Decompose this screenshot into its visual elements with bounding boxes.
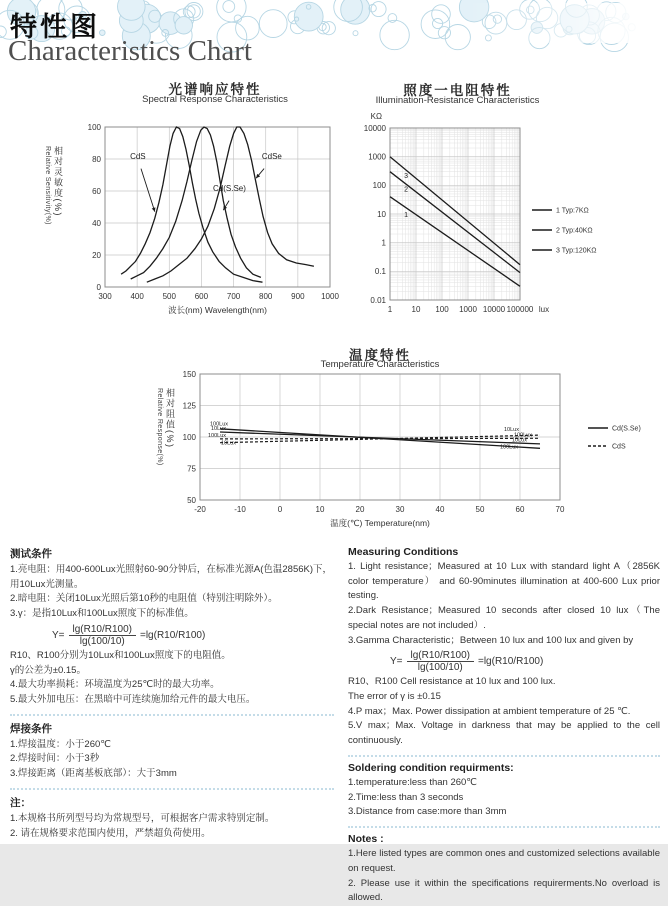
svg-text:700: 700	[226, 292, 241, 301]
text-line: 3.γ：是指10Lux和100Lux照度下的标准值。	[10, 608, 194, 620]
svg-text:80: 80	[92, 154, 101, 164]
text-line: γ的公差为±0.15。	[10, 664, 86, 676]
svg-text:100: 100	[372, 181, 386, 191]
svg-text:50: 50	[475, 505, 485, 514]
text-line: 3.Gamma Characteristic；Between 10 lux and 100 lux and given by	[348, 634, 634, 646]
text-line: 2. Please use it within the specifications requirerments.No overload is allowed.	[348, 877, 660, 904]
temperature-y-label-cn: 相对阻值(%)	[165, 388, 175, 449]
text-line: 1.亮电阻：用400-600Lux光照射60-90分钟后，在标准光源A(色温2856K)下，用10Lux光测量。	[10, 564, 333, 590]
formula-fraction	[407, 650, 474, 673]
section-heading: Notes :	[348, 833, 384, 846]
svg-text:10Lux: 10Lux	[221, 440, 236, 447]
text-line: R10、R100 Cell resistance at 10 lux and 100 lux.	[348, 676, 556, 688]
section-heading: 注：	[10, 796, 31, 809]
svg-text:1: 1	[381, 238, 386, 248]
text-line: 1. Light resistance；Measured at 10 Lux with standard light A（2856K color temperature） and 60-90minutes illumination at 400-600 Lux prior testing.	[348, 561, 660, 602]
text-line: 2.Dark Resistance；Measured 10 seconds after closed 10 lux（The special notes are not included）.	[348, 605, 660, 631]
svg-text:0.01: 0.01	[370, 295, 386, 305]
svg-text:10Lux: 10Lux	[504, 426, 519, 433]
text-line: 2.焊接时间：小于3秒	[10, 753, 100, 765]
svg-text:-20: -20	[194, 505, 206, 514]
formula-lhs: Y=	[390, 656, 403, 668]
text-line: 5.最大外加电压：在黑暗中可连续施加给元件的最大电压。	[10, 694, 256, 706]
svg-text:60: 60	[515, 505, 525, 514]
svg-text:900: 900	[291, 292, 305, 301]
formula-numerator: lg(R10/R100)	[69, 624, 136, 636]
svg-text:20: 20	[355, 505, 365, 514]
svg-text:100Lux: 100Lux	[514, 432, 533, 439]
spectral-chart-title-cn: 光谱响应特性	[168, 82, 262, 97]
section-heading: 测试条件	[10, 548, 52, 560]
formula-fraction	[69, 624, 136, 647]
svg-text:10: 10	[377, 209, 386, 219]
svg-text:1000: 1000	[321, 292, 339, 301]
svg-text:100: 100	[182, 432, 196, 442]
svg-text:800: 800	[259, 292, 273, 301]
notes-en	[348, 833, 660, 906]
text-line: R10、R100分别为10Lux和100Lux照度下的电阻值。	[10, 649, 231, 661]
formula-denominator: lg(100/10)	[417, 662, 463, 674]
svg-text:1: 1	[387, 305, 393, 314]
svg-text:温度(℃) Temperature(nm): 温度(℃) Temperature(nm)	[330, 518, 430, 528]
text-line: 1.Here listed types are common ones and customized selections available on request.	[348, 848, 660, 874]
soldering-conditions-cn	[10, 721, 334, 782]
temperature-chart-title-cn: 温度特性	[349, 348, 411, 363]
measuring-conditions-en	[348, 546, 660, 749]
temperature-chart-title-en: Temperature Characteristics	[320, 359, 440, 370]
svg-text:300: 300	[98, 292, 112, 301]
svg-text:20: 20	[92, 250, 101, 260]
section-divider	[10, 714, 334, 716]
notes-cn	[10, 795, 334, 841]
section-heading: Measuring Conditions	[348, 546, 459, 558]
svg-text:Cd(S.Se): Cd(S.Se)	[213, 184, 246, 193]
section-lines	[348, 776, 660, 820]
svg-text:10000: 10000	[482, 305, 506, 314]
svg-text:600: 600	[194, 292, 209, 301]
section-lines	[10, 649, 334, 708]
text-line: 2. 请在规格要求范围内使用，严禁超负荷使用。	[10, 827, 211, 839]
svg-text:KΩ: KΩ	[370, 112, 382, 121]
svg-text:CdS: CdS	[130, 152, 146, 161]
text-line: 5.V max；Max. Voltage in darkness that may be applied to the cell continuously.	[348, 720, 660, 747]
svg-text:-10: -10	[234, 505, 246, 514]
spectral-y-label-en: Relative Sensitivity(%)	[44, 146, 51, 225]
text-line: 1.本规格书所列型号均为常规型号，可根据客户需求特别定制。	[10, 812, 275, 824]
section-heading: Soldering condition requirments:	[348, 761, 514, 774]
svg-text:1000: 1000	[459, 305, 477, 314]
text-line: 3.Distance from case:more than 3mm	[348, 806, 507, 818]
svg-text:10Lux: 10Lux	[512, 437, 527, 444]
svg-text:0: 0	[96, 282, 101, 292]
page-title-en: Characteristics Chart	[8, 35, 252, 67]
formula-rhs: =lg(R10/R100)	[140, 629, 206, 641]
text-line: The error of γ is ±0.15	[348, 691, 441, 703]
spectral-chart-title-en: Spectral Response Characteristics	[142, 94, 288, 105]
page-title-cn: 特性图	[10, 12, 100, 42]
svg-text:2: 2	[404, 186, 409, 194]
svg-text:Cd(S.Se): Cd(S.Se)	[612, 425, 641, 433]
svg-text:75: 75	[187, 464, 196, 474]
spectral-y-label-cn: 相对灵敏度(%)	[53, 146, 63, 217]
formula-denominator: lg(100/10)	[79, 635, 125, 647]
gamma-formula-en	[390, 650, 660, 673]
svg-text:100: 100	[435, 305, 449, 314]
temperature-y-label-en: Relative Response(%)	[156, 388, 163, 466]
conditions-column-cn	[10, 546, 334, 906]
svg-text:500: 500	[162, 292, 176, 301]
svg-text:0.1: 0.1	[374, 267, 386, 277]
illumination-resistance-chart	[350, 105, 662, 323]
formula-numerator: lg(R10/R100)	[407, 650, 474, 662]
formula-rhs: =lg(R10/R100)	[478, 656, 544, 668]
svg-text:lux: lux	[538, 305, 550, 314]
section-heading: 焊接条件	[10, 722, 52, 735]
measuring-conditions-cn	[10, 546, 334, 708]
svg-text:400: 400	[130, 292, 144, 301]
svg-text:3: 3	[404, 173, 409, 181]
resistance-chart-title-en: Illumination-Resistance Characteristics	[375, 95, 540, 106]
section-lines	[348, 847, 660, 906]
svg-text:10Lux: 10Lux	[211, 426, 226, 433]
text-line: 1.temperature:less than 260℃	[348, 776, 477, 788]
svg-text:1 Typ:7KΩ: 1 Typ:7KΩ	[556, 207, 589, 215]
svg-text:60: 60	[92, 186, 101, 196]
svg-text:10: 10	[411, 305, 421, 314]
section-divider	[10, 788, 334, 790]
svg-text:10: 10	[315, 505, 325, 514]
svg-text:1: 1	[404, 211, 409, 219]
svg-text:50: 50	[187, 495, 196, 505]
svg-text:150: 150	[182, 369, 196, 379]
svg-text:40: 40	[92, 218, 101, 228]
svg-text:100Lux: 100Lux	[207, 433, 226, 439]
bubble-pattern-fade	[470, 3, 665, 43]
section-lines	[10, 738, 334, 782]
section-lines	[348, 675, 660, 749]
gamma-formula-cn	[52, 624, 334, 647]
section-lines	[348, 560, 660, 648]
svg-text:0: 0	[277, 505, 283, 514]
section-divider	[348, 755, 660, 757]
text-line: 2.Time:less than 3 seconds	[348, 791, 464, 803]
svg-text:CdS: CdS	[612, 443, 626, 451]
spectral-y-axis-label	[44, 146, 65, 225]
section-divider	[348, 826, 660, 828]
svg-text:100000: 100000	[506, 305, 534, 314]
text-line: 3.焊接距离（距离基板底部）：大于3mm	[10, 768, 177, 780]
section-lines	[10, 812, 334, 841]
conditions-column-en	[348, 546, 660, 906]
text-line: 2.暗电阻：关闭10Lux光照后第10秒的电阻值（特别注明除外）。	[10, 593, 278, 605]
text-line: 1.焊接温度：小于260℃	[10, 738, 111, 750]
svg-text:3 Typ:120KΩ: 3 Typ:120KΩ	[556, 247, 597, 255]
svg-text:70: 70	[555, 505, 565, 514]
svg-text:100Lux: 100Lux	[500, 444, 519, 451]
soldering-conditions-en	[348, 762, 660, 820]
svg-text:10000: 10000	[363, 123, 386, 133]
svg-text:125: 125	[182, 401, 196, 411]
svg-text:CdSe: CdSe	[261, 152, 282, 161]
svg-text:100: 100	[87, 122, 101, 132]
svg-text:40: 40	[435, 505, 445, 514]
temperature-characteristics-chart	[165, 362, 665, 530]
svg-text:波长(nm) Wavelength(nm): 波长(nm) Wavelength(nm)	[168, 305, 267, 315]
svg-text:1000: 1000	[368, 152, 386, 162]
section-lines	[10, 563, 334, 622]
text-line: 4.最大功率损耗：环境温度为25℃时的最大功率。	[10, 679, 220, 691]
spectral-response-chart	[68, 112, 340, 320]
formula-lhs: Y=	[52, 629, 65, 641]
conditions-area	[10, 546, 660, 906]
text-line: 4.P max；Max. Power dissipation at ambient temperature of 25 ℃.	[348, 705, 631, 717]
svg-text:2 Typ:40KΩ: 2 Typ:40KΩ	[556, 227, 593, 235]
svg-text:100Lux: 100Lux	[209, 421, 228, 428]
resistance-chart-title-cn: 照度一电阻特性	[403, 83, 512, 98]
svg-text:30: 30	[395, 505, 405, 514]
